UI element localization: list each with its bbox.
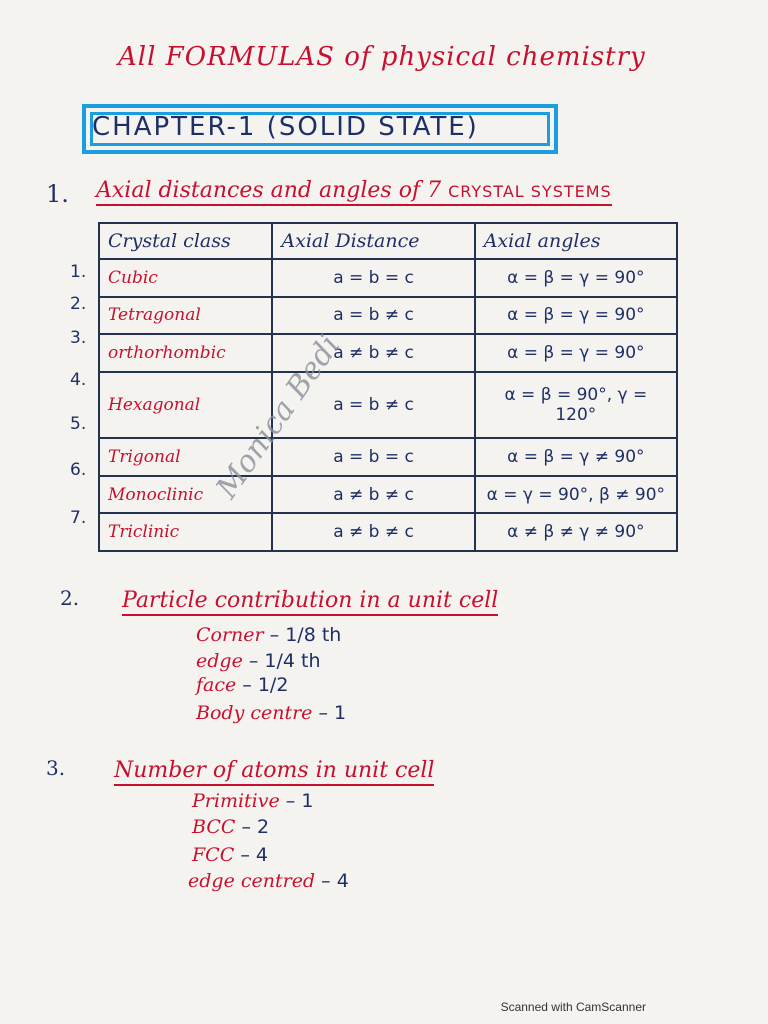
item-dash: – [269,624,280,646]
row-number: 6. [70,460,87,480]
table-row [99,513,677,551]
table-row [99,372,677,438]
list-item [188,870,349,892]
row-number: 4. [70,370,87,390]
row-number: 1. [70,262,87,282]
item-value: 4 [336,870,349,892]
axial-distance-cell: a ≠ b ≠ c [272,476,474,514]
axial-angles-cell: α = β = γ ≠ 90° [475,438,677,476]
axial-angles-cell: α ≠ β ≠ γ ≠ 90° [475,513,677,551]
crystal-class-cell: Cubic [99,259,272,297]
item-dash: – [248,650,259,672]
item-label: edge centred [188,870,316,892]
axial-angles-cell: α = β = γ = 90° [475,297,677,335]
header-axial-distance: Axial Distance [272,223,474,259]
section1-number: 1. [46,180,69,208]
section3-heading: Number of atoms in unit cell [114,758,434,786]
axial-angles-cell: α = β = γ = 90° [475,334,677,372]
section2-number: 2. [60,586,80,610]
axial-distance-cell: a = b = c [272,438,474,476]
axial-distance-cell: a = b ≠ c [272,297,474,335]
axial-angles-cell: α = β = 90°, γ = 120° [475,372,677,438]
table-row [99,438,677,476]
item-value: 1 [334,702,347,724]
header-axial-angles: Axial angles [475,223,677,259]
axial-angles-cell: α = γ = 90°, β ≠ 90° [475,476,677,514]
section1-heading [96,178,612,206]
chapter-title: CHAPTER-1 (SOLID STATE) [92,112,479,142]
item-dash: – [241,816,251,838]
crystal-systems-table [98,222,678,552]
table-header-row [99,223,677,259]
section1-heading-text: Axial distances and angles of 7 [96,178,442,203]
item-dash: – [242,674,252,696]
signature-watermark: Monica Bedi [209,328,348,505]
item-dash: – [321,870,331,892]
section3-number: 3. [46,756,66,780]
item-value: 2 [256,816,270,838]
axial-distance-cell: a = b = c [272,259,474,297]
item-dash: – [240,844,250,866]
table-row [99,297,677,335]
chapter-box [82,104,558,154]
list-item [192,790,313,812]
row-number: 5. [70,414,87,434]
axial-distance-cell: a ≠ b ≠ c [272,513,474,551]
item-value: 1 [301,790,314,812]
table-row [99,476,677,514]
item-label: BCC [192,816,236,838]
item-value: 1/4 th [264,650,321,672]
scanner-footer: Scanned with CamScanner [500,1000,646,1014]
axial-distance-cell: a ≠ b ≠ c [272,334,474,372]
row-number: 2. [70,294,87,314]
list-item [192,844,268,866]
page-title: All FORMULAS of physical chemistry [118,42,646,72]
list-item [196,674,288,696]
section2-heading: Particle contribution in a unit cell [122,588,498,616]
item-value: 4 [255,844,268,866]
header-crystal-class: Crystal class [99,223,272,259]
axial-angles-cell: α = β = γ = 90° [475,259,677,297]
crystal-class-cell: Trigonal [99,438,272,476]
item-label: Body centre [196,702,313,724]
crystal-class-cell: Hexagonal [99,372,272,438]
axial-distance-cell: a = b ≠ c [272,372,474,438]
row-number: 7. [70,508,87,528]
crystal-class-cell: Monoclinic [99,476,272,514]
item-label: face [196,674,237,696]
crystal-class-cell: orthorhombic [99,334,272,372]
row-number: 3. [70,328,87,348]
item-label: Primitive [192,790,280,812]
section1-heading-caps: CRYSTAL SYSTEMS [448,182,612,201]
table-row [99,259,677,297]
item-label: FCC [192,844,235,866]
item-value: 1/2 [257,674,289,696]
item-value: 1/8 th [285,624,342,646]
list-item [196,702,346,724]
item-label: Corner [196,624,264,646]
table-row [99,334,677,372]
item-dash: – [285,790,296,812]
list-item [196,624,341,646]
list-item [192,816,269,838]
list-item [196,650,321,672]
crystal-class-cell: Triclinic [99,513,272,551]
item-label: edge [196,650,243,672]
item-dash: – [318,702,328,724]
crystal-class-cell: Tetragonal [99,297,272,335]
